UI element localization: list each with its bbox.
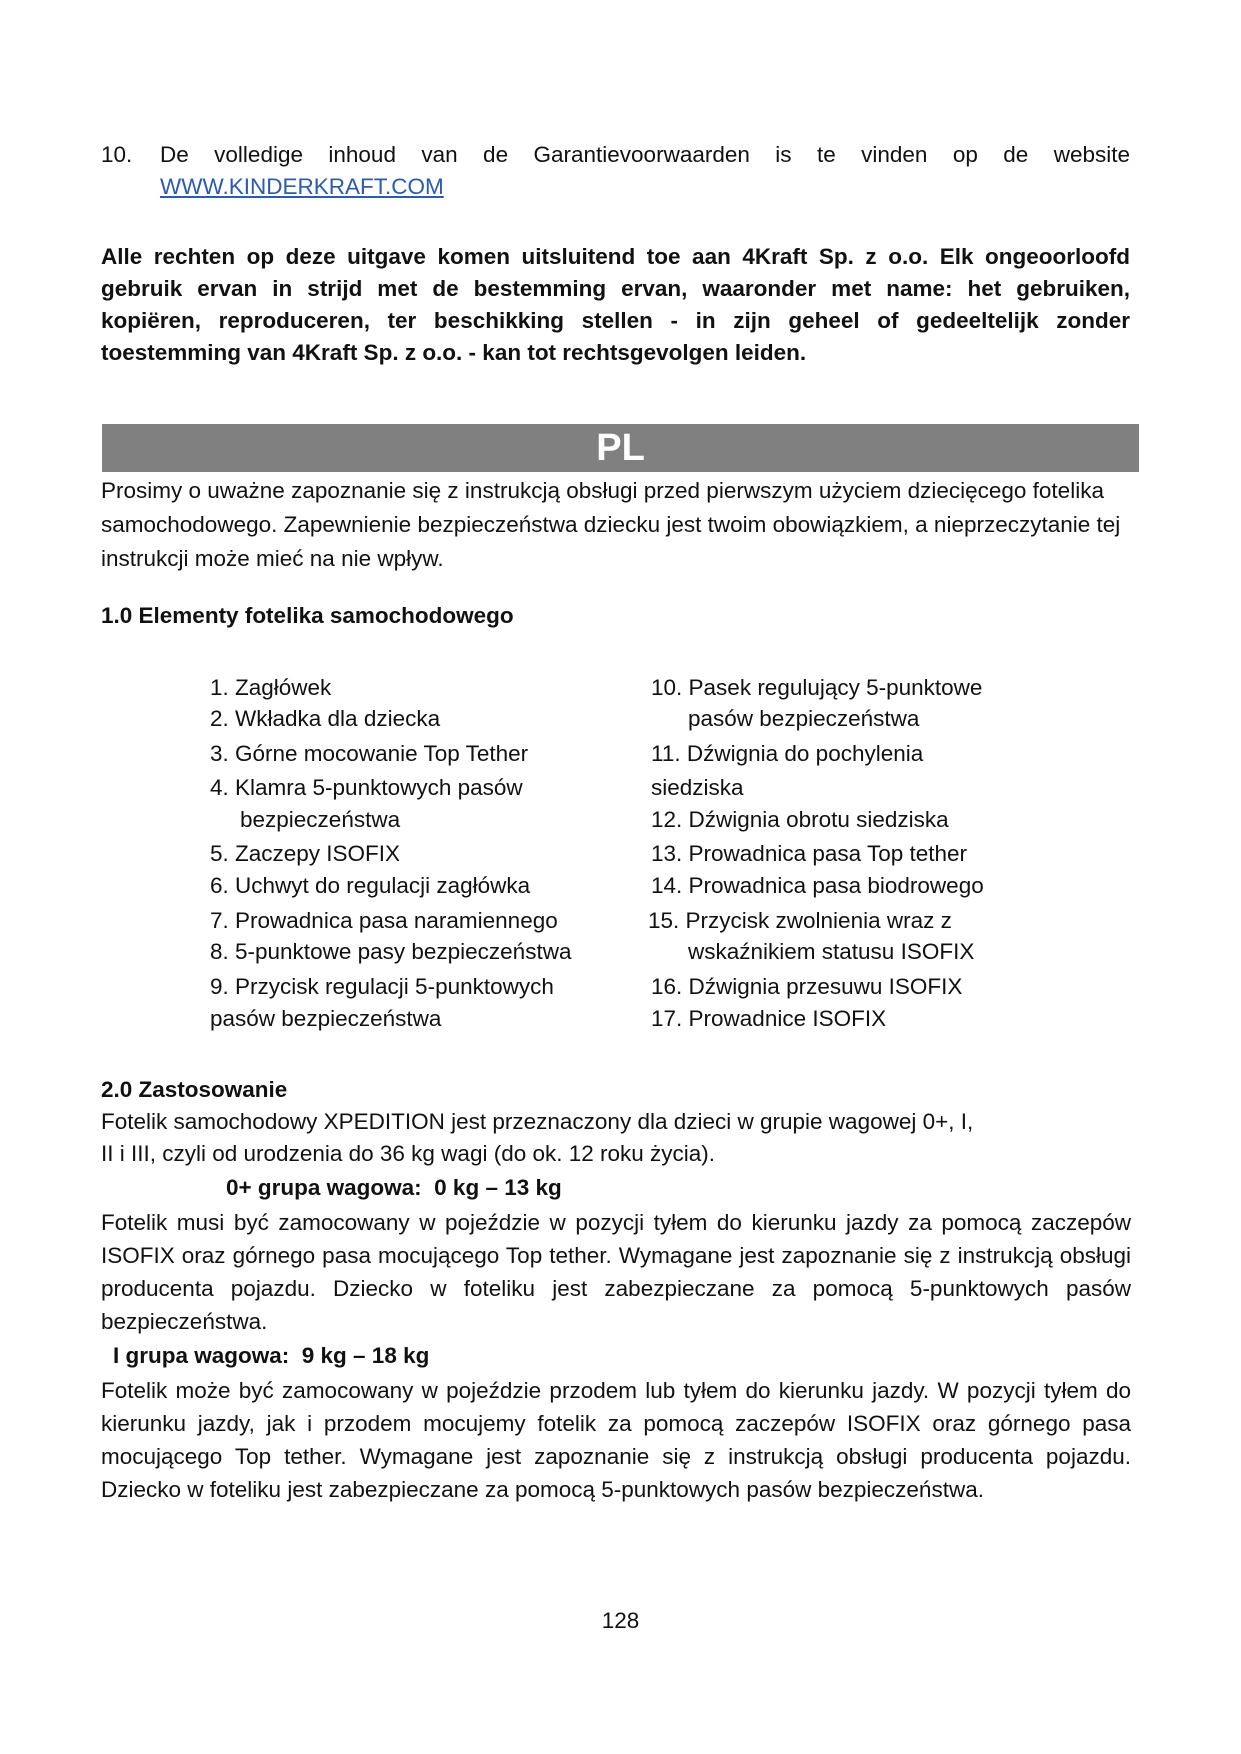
language-banner-label: PL <box>596 427 645 469</box>
list-item-continuation: bezpieczeństwa <box>240 807 401 832</box>
list-item: 16. Dźwignia przesuwu ISOFIX <box>651 974 963 999</box>
list-item: 1. Zagłówek <box>210 675 332 700</box>
list-item-continuation: siedziska <box>651 775 744 800</box>
website-link[interactable]: WWW.KINDERKRAFT.COM <box>160 174 444 199</box>
copyright-notice: Alle rechten op deze uitgave komen uitsluitend toe aan 4Kraft Sp. z o.o. Elk ongeoorloofd gebruik ervan in strijd met de bestemming ervan, waaronder met name: het gebruiken, kopiëren, reproduceren, ter beschikking stellen - in zijn geheel of gedeeltelijk zonder toestemming van 4Kraft Sp. z o.o. - kan tot rechtsgevolgen leiden. <box>101 244 1130 365</box>
list-item: 6. Uchwyt do regulacji zagłówka <box>210 873 531 898</box>
list-item: 15. Przycisk zwolnienia wraz z <box>648 908 952 933</box>
section-heading-elements: 1.0 Elementy fotelika samochodowego <box>101 603 514 628</box>
list-item: 12. Dźwignia obrotu siedziska <box>651 807 949 832</box>
list-item: 17. Prowadnice ISOFIX <box>651 1006 887 1031</box>
list-item: 2. Wkładka dla dziecka <box>210 706 441 731</box>
list-item: 4. Klamra 5-punktowych pasów <box>210 775 523 800</box>
language-banner <box>102 424 1139 472</box>
section-heading-usage: 2.0 Zastosowanie <box>101 1077 288 1102</box>
weight-group-0-title: 0+ grupa wagowa: 0 kg – 13 kg <box>226 1175 562 1200</box>
list-item: 5. Zaczepy ISOFIX <box>210 841 401 866</box>
list-item: 14. Prowadnica pasa biodrowego <box>651 873 984 898</box>
list-item: 9. Przycisk regulacji 5-punktowych <box>210 974 554 999</box>
list-item: 10. Pasek regulujący 5-punktowe <box>651 675 983 700</box>
list-item: 13. Prowadnica pasa Top tether <box>651 841 968 866</box>
list-item: 3. Górne mocowanie Top Tether <box>210 741 529 766</box>
list-item-continuation: wskaźnikiem statusu ISOFIX <box>688 939 975 964</box>
list-item-continuation: pasów bezpieczeństwa <box>688 706 920 731</box>
list-item: 7. Prowadnica pasa naramiennego <box>210 908 558 933</box>
list-item-continuation: pasów bezpieczeństwa <box>210 1006 442 1031</box>
weight-group-1-title: I grupa wagowa: 9 kg – 18 kg <box>113 1343 430 1368</box>
weight-group-1-text: Fotelik może być zamocowany w pojeździe przodem lub tyłem do kierunku jazdy. W pozycji tyłem do kierunku jazdy, jak i przodem mocujemy fotelik za pomocą zaczepów ISOFIX oraz górnego pasa mocującego Top tether. Wymagane jest zapoznanie się z instrukcją obsługi producenta pojazdu. Dziecko w foteliku jest zabezpieczane za pomocą 5-punktowych pasów bezpieczeństwa. <box>101 1378 1131 1502</box>
page-number: 128 <box>601 1608 640 1633</box>
usage-paragraph-line: Fotelik samochodowy XPEDITION jest przeznaczony dla dzieci w grupie wagowej 0+, I, <box>101 1109 974 1134</box>
list-item: 8. 5-punktowe pasy bezpieczeństwa <box>210 939 572 964</box>
warranty-item-text: De volledige inhoud van de Garantievoorwaarden is te vinden op de website <box>160 142 1130 167</box>
intro-paragraph: Prosimy o uważne zapoznanie się z instrukcją obsługi przed pierwszym użyciem dziecięcego fotelika samochodowego. Zapewnienie bezpieczeństwa dziecku jest twoim obowiązkiem, a nieprzeczytanie tej instrukcji może mieć na nie wpływ. <box>101 478 1121 571</box>
usage-paragraph-line: II i III, czyli od urodzenia do 36 kg wagi (do ok. 12 roku życia). <box>101 1141 716 1166</box>
weight-group-0-text: Fotelik musi być zamocowany w pojeździe w pozycji tyłem do kierunku jazdy za pomocą zaczepów ISOFIX oraz górnego pasa mocującego Top tether. Wymagane jest zapoznanie się z instrukcją obsługi producenta pojazdu. Dziecko w foteliku jest zabezpieczane za pomocą 5-punktowych pasów bezpieczeństwa. <box>101 1210 1131 1334</box>
list-item: 11. Dźwignia do pochylenia <box>651 741 924 766</box>
list-item-number: 10. <box>101 142 133 167</box>
